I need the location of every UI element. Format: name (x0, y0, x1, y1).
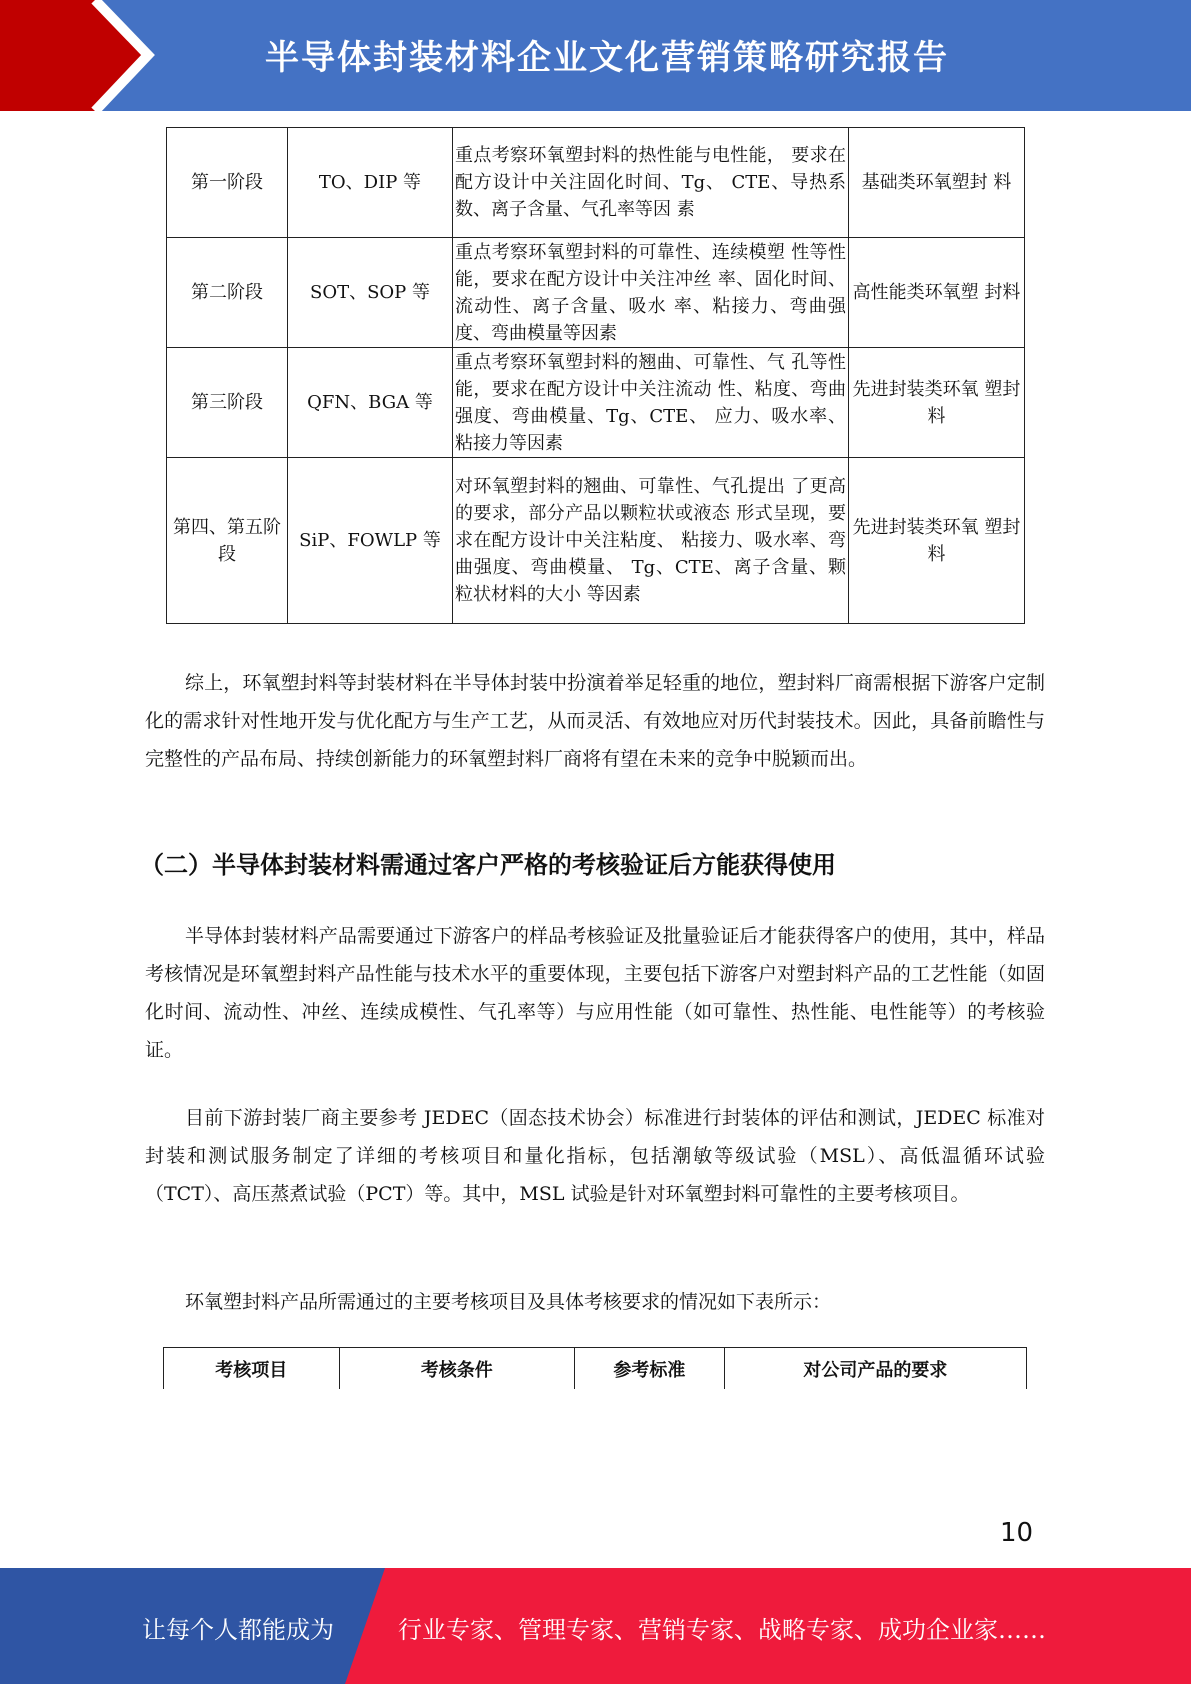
column-header: 对公司产品的要求 (803, 1359, 948, 1381)
table-row (167, 348, 1025, 458)
material-cell: 先进封装类环氧 塑封料 (849, 458, 1025, 624)
requirement-cell: 重点考察环氧塑封料的热性能与电性能， 要求在配方设计中关注固化时间、Tg、 CTE、导热系数、离子含量、气孔率等因 素 (453, 128, 849, 238)
page-header (0, 0, 1191, 111)
package-cell: SiP、FOWLP 等 (288, 458, 453, 624)
report-title: 半导体封装材料企业文化营销策略研究报告 (265, 38, 949, 78)
package-cell: TO、DIP 等 (288, 128, 453, 238)
verification-paragraph: 半导体封装材料产品需要通过下游客户的样品考核验证及批量验证后才能获得客户的使用，其中，样品考核情况是环氧塑封料产品性能与技术水平的重要体现，主要包括下游客户对塑封料产品的工艺性能（如固化时间、流动性、冲丝、连续成模性、气孔率等）与应用性能（如可靠性、热性能、电性能等）的考核验证。 (145, 925, 1045, 1061)
table-row (167, 238, 1025, 348)
page-number: 10 (1000, 1518, 1034, 1548)
packaging-stage-table (166, 127, 1025, 624)
material-cell: 基础类环氧塑封 料 (849, 128, 1025, 238)
requirement-cell: 对环氧塑封料的翘曲、可靠性、气孔提出 了更高的要求，部分产品以颗粒状或液态 形式呈现，要求在配方设计中关注粘度、 粘接力、吸水率、弯曲强度、弯曲模量、 Tg、CTE、离子含量、颗粒状材料的大小 等因素 (453, 458, 849, 624)
requirement-cell: 重点考察环氧塑封料的翘曲、可靠性、气 孔等性能，要求在配方设计中关注流动 性、粘度、弯曲强度、弯曲模量、Tg、CTE、 应力、吸水率、粘接力等因素 (453, 348, 849, 458)
stage-cell: 第一阶段 (167, 128, 288, 238)
column-header: 参考标准 (575, 1348, 725, 1389)
test-requirements-table-header (163, 1347, 1027, 1389)
table-intro-paragraph: 环氧塑封料产品所需通过的主要考核项目及具体考核要求的情况如下表所示： (185, 1291, 832, 1313)
stage-cell: 第三阶段 (167, 348, 288, 458)
jedec-paragraph: 目前下游封装厂商主要参考 JEDEC（固态技术协会）标准进行封装体的评估和测试，JEDEC 标准对封装和测试服务制定了详细的考核项目和量化指标，包括潮敏等级试验（MSL）、高低温循环试验（TCT）、高压蒸煮试验（PCT）等。其中，MSL 试验是针对环氧塑封料可靠性的主要考核项目。 (145, 1107, 1045, 1205)
summary-paragraph: 综上，环氧塑封料等封装材料在半导体封装中扮演着举足轻重的地位，塑封料厂商需根据下游客户定制化的需求针对性地开发与优化配方与生产工艺，从而灵活、有效地应对历代封装技术。因此，具备前瞻性与完整性的产品布局、持续创新能力的环氧塑封料厂商将有望在未来的竞争中脱颖而出。 (145, 672, 1045, 770)
table-row (167, 458, 1025, 624)
package-cell: SOT、SOP 等 (288, 238, 453, 348)
page-footer (0, 1568, 1191, 1684)
requirement-cell: 重点考察环氧塑封料的可靠性、连续模塑 性等性能，要求在配方设计中关注冲丝 率、固化时间、流动性、离子含量、吸水 率、粘接力、弯曲强度、弯曲模量等因素 (453, 238, 849, 348)
package-cell: QFN、BGA 等 (288, 348, 453, 458)
column-header: 考核项目 (164, 1348, 340, 1389)
stage-cell: 第四、第五阶段 (167, 458, 288, 624)
column-header: 考核条件 (340, 1348, 575, 1389)
footer-slogan-right: 行业专家、管理专家、营销专家、战略专家、成功企业家…… (398, 1616, 1046, 1644)
stage-cell: 第二阶段 (167, 238, 288, 348)
section-heading: （二）半导体封装材料需通过客户严格的考核验证后方能获得使用 (140, 851, 836, 879)
footer-slogan-left: 让每个人都能成为 (142, 1616, 334, 1644)
table-row (167, 128, 1025, 238)
material-cell: 高性能类环氧塑 封料 (849, 238, 1025, 348)
material-cell: 先进封装类环氧 塑封料 (849, 348, 1025, 458)
